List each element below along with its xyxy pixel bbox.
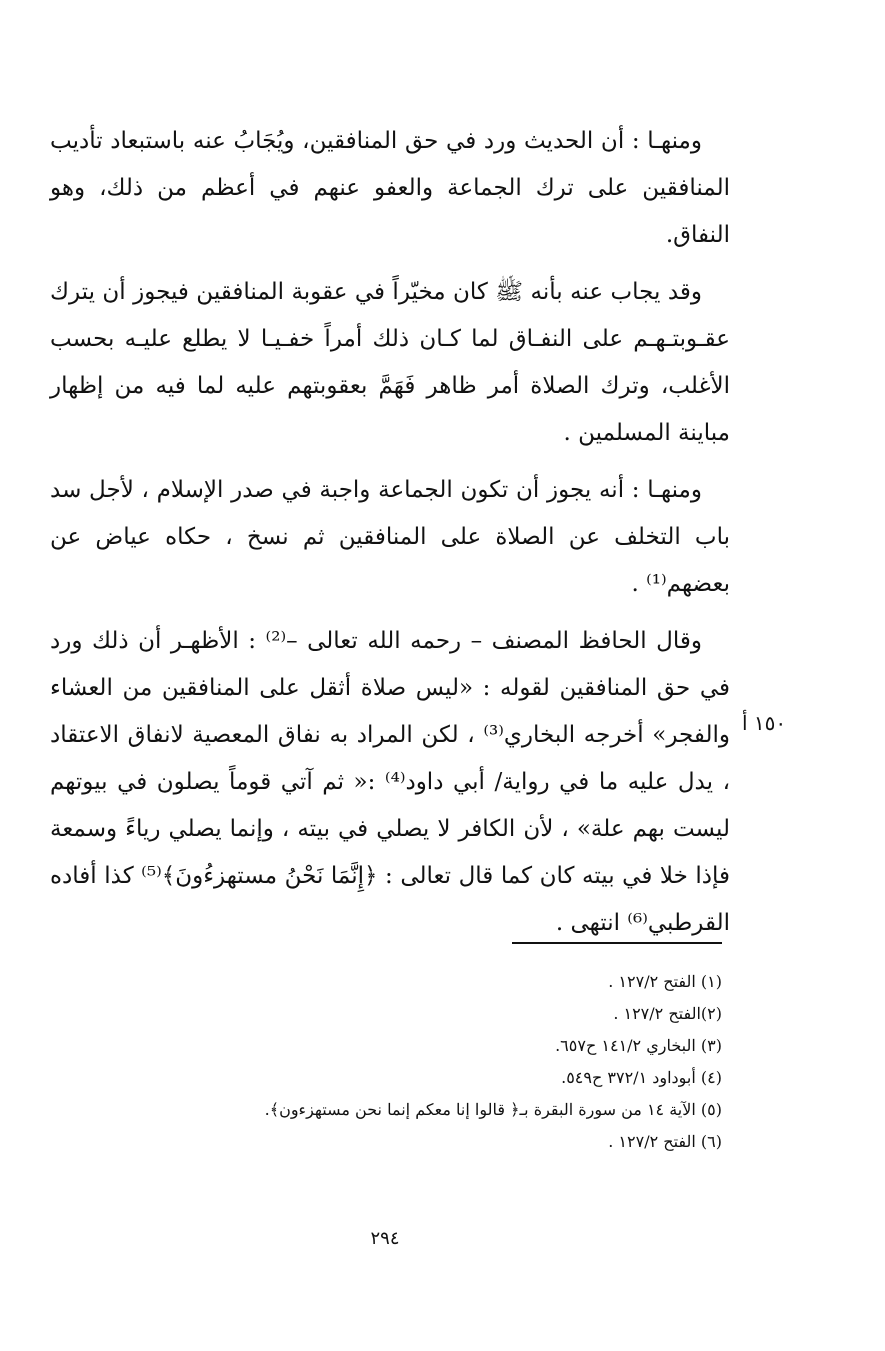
page-number: ٢٩٤ [370, 1228, 400, 1249]
manuscript-folio-marker: ١٥٠ أ [742, 711, 787, 735]
footnotes [200, 966, 722, 1158]
footnote: (١) الفتح ١٢٧/٢ . [608, 972, 722, 991]
paragraph: وقد يجاب عنه بأنه ﷺ كان مخيّراً في عقوبة المنافقين فيجوز أن يترك عقـوبتـهـم على النفـاق لما كـان ذلك أمراً خفـيـا لا يطلع عليـه بحسب الأغلب، وترك الصلاة أمر ظاهر فَهَمَّ بعقوبتهم عليه لما فيه من إظهار مباينة المسلمين . [50, 279, 730, 446]
footnote: (٥) الآية ١٤ من سورة البقرة بـ﴿ قالوا إنا معكم إنما نحن مستهزءون﴾. [264, 1100, 722, 1119]
footnote: (٦) الفتح ١٢٧/٢ . [608, 1132, 722, 1151]
footnote-divider [512, 942, 722, 944]
main-text [50, 118, 730, 957]
footnote: (٢)الفتح ١٢٧/٢ . [613, 1004, 722, 1023]
paragraph: ومنهـا : أنه يجوز أن تكون الجماعة واجبة في صدر الإسلام ، لأجل سد باب التخلف عن الصلاة على المنافقين ثم نسخ ، حكاه عياض عن بعضهم⁽¹⁾ . [50, 477, 730, 597]
paragraph: ومنهـا : أن الحديث ورد في حق المنافقين، ويُجَابُ عنه باستبعاد تأديب المنافقين على ترك الجماعة والعفو عنهم في أعظم من ذلك، وهو النفاق. [50, 128, 730, 248]
footnote: (٣) البخاري ١٤١/٢ ح٦٥٧. [555, 1036, 722, 1055]
paragraph: وقال الحافظ المصنف – رحمه الله تعالى –⁽²⁾ : الأظهـر أن ذلك ورد في حق المنافقين لقوله : «ليس صلاة أثقل على المنافقين من العشاء والفجر» أخرجه البخاري⁽³⁾ ، لكن المراد به نفاق المعصية لانفاق الاعتقاد ، يدل عليه ما في رواية/ أبي داود⁽⁴⁾ :« ثم آتي قوماً يصلون في بيوتهم ليست بهم علة» ، لأن الكافر لا يصلي في بيته ، وإنما يصلي رياءً وسمعة فإذا خلا في بيته كان كما قال تعالى : ﴿إِنَّمَا نَحْنُ مستهزءُونَ﴾⁽⁵⁾ كذا أفاده القرطبي⁽⁶⁾ انتهى . [50, 628, 730, 936]
footnote: (٤) أبوداود ٣٧٢/١ ح٥٤٩. [561, 1068, 722, 1087]
